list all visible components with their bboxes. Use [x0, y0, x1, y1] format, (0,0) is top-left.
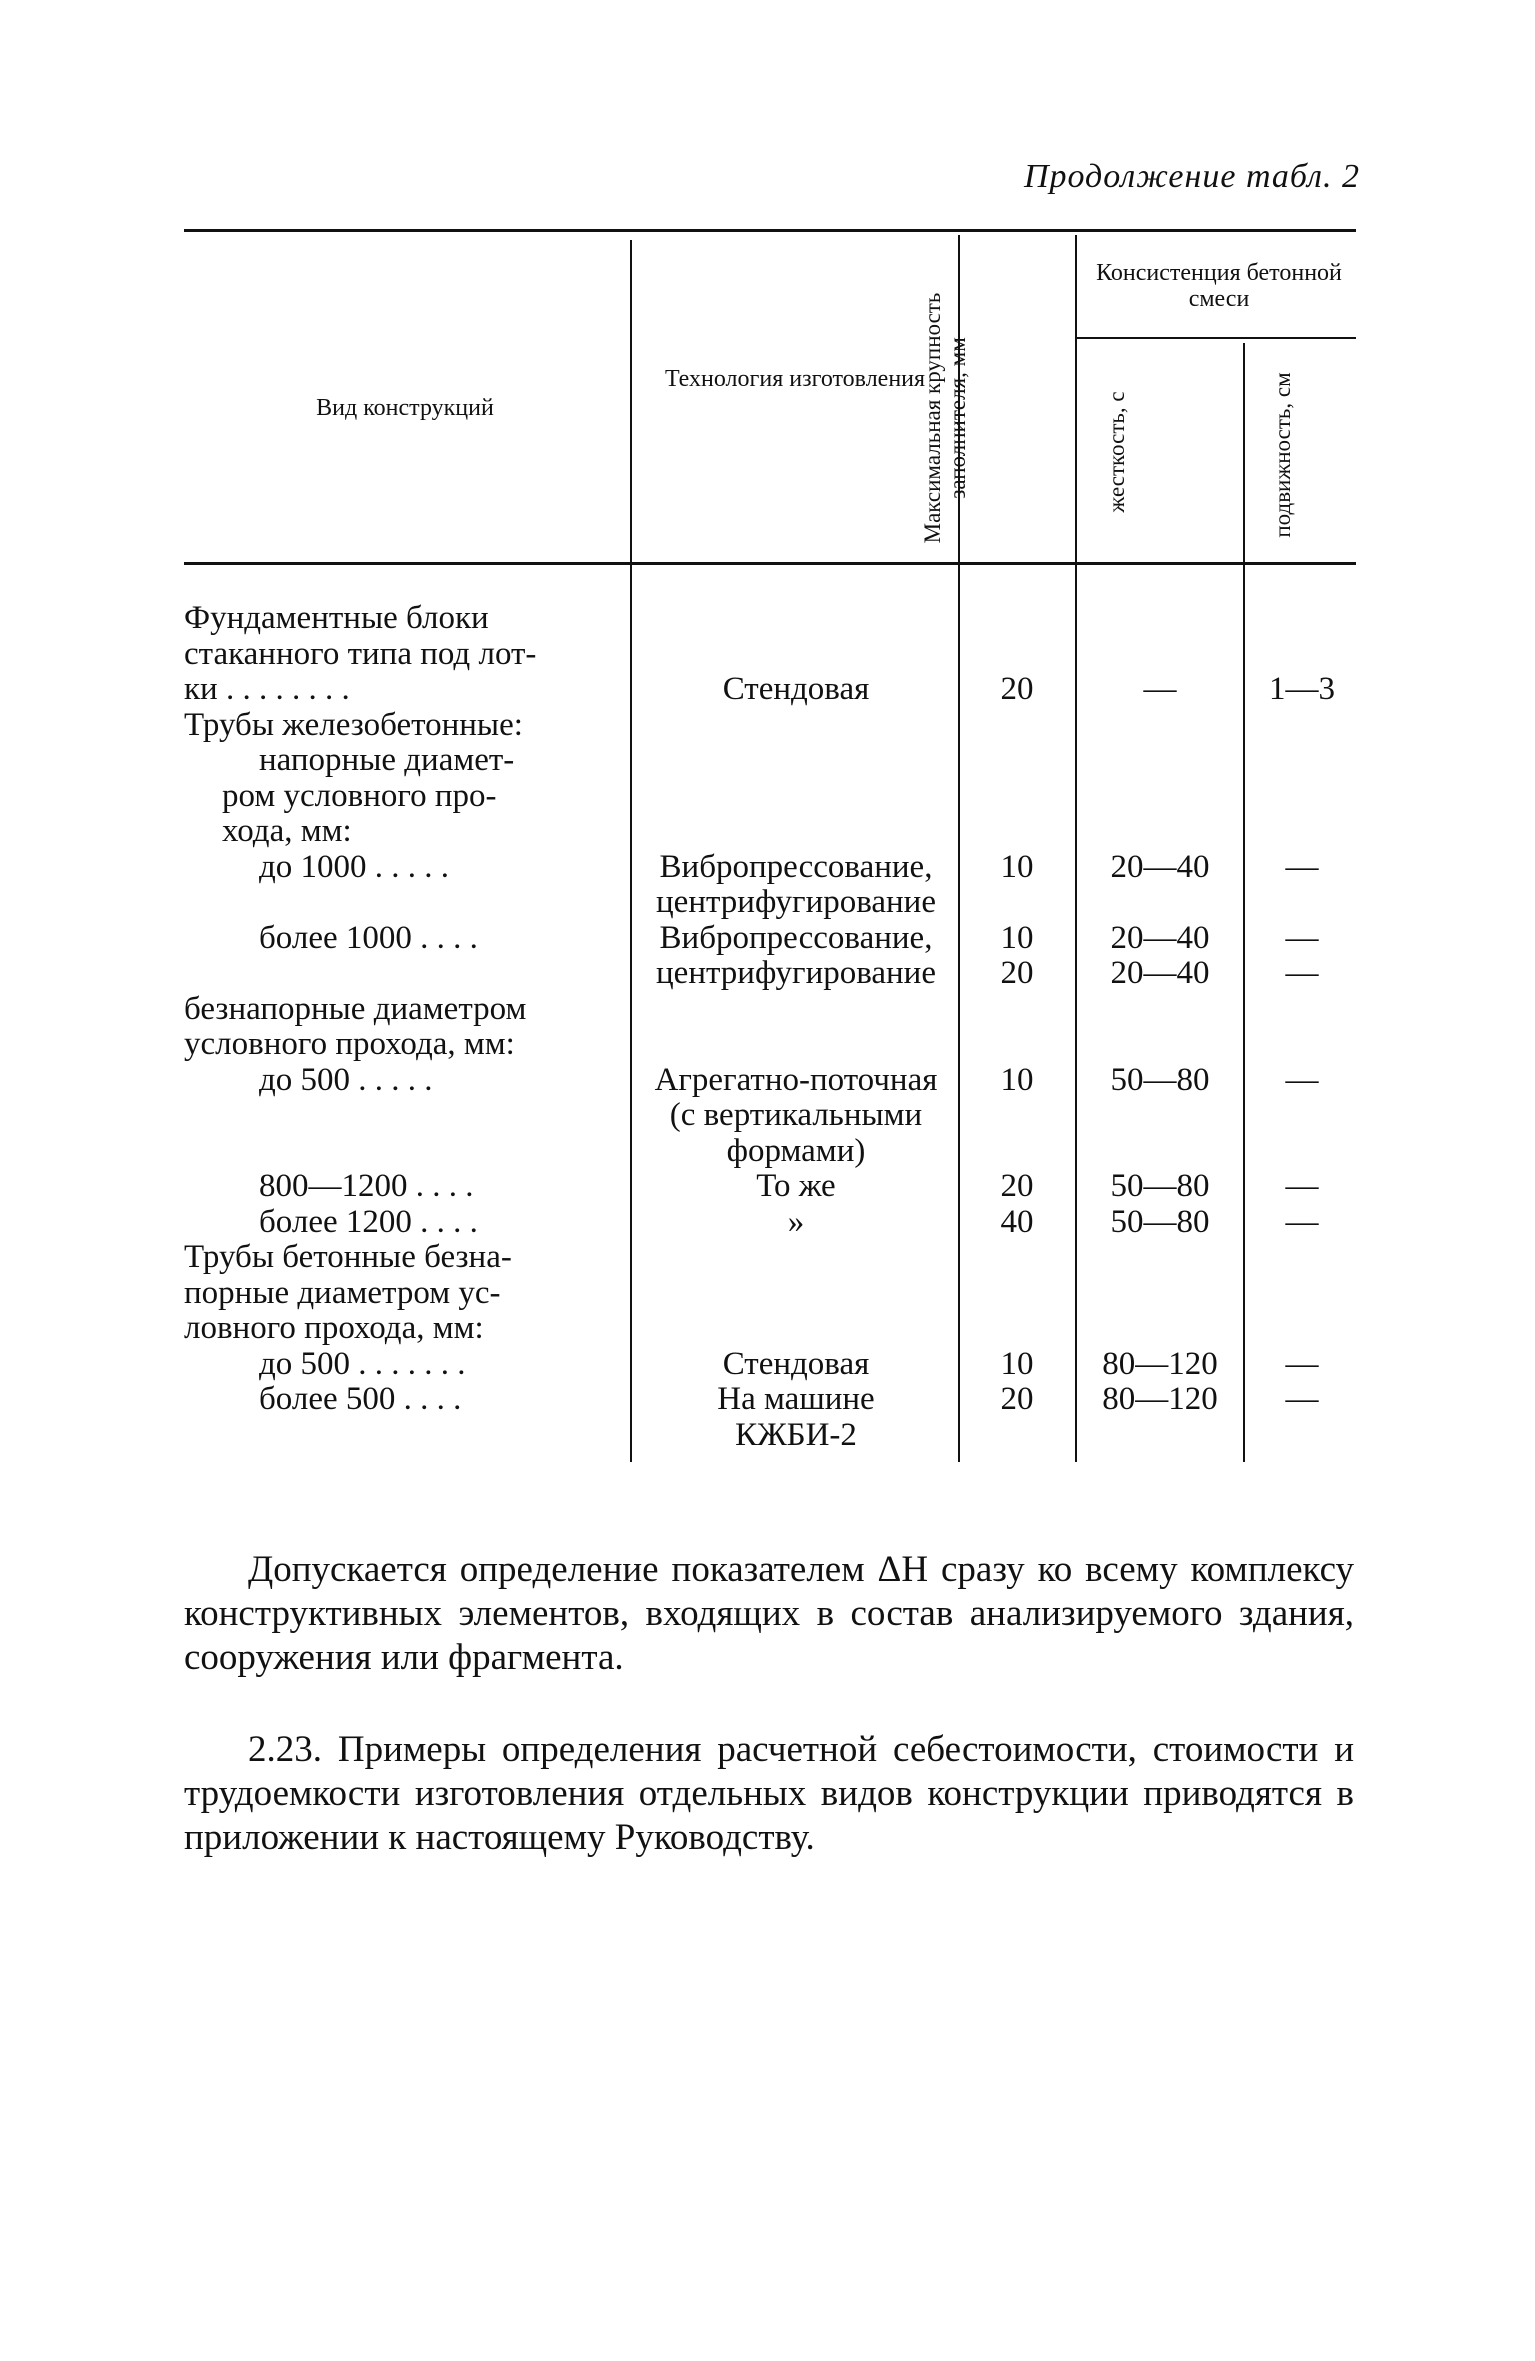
row-kind: ловного прохода, мм:	[184, 1310, 484, 1346]
row-mobility: —	[1285, 919, 1319, 956]
row-size: 10	[1000, 1345, 1034, 1382]
row-kind: до 1000 . . . . .	[259, 848, 450, 885]
row-tech: Стендовая	[722, 1345, 870, 1382]
header-mobility: подвижность, см	[1270, 372, 1295, 538]
row-tech: формами)	[726, 1132, 866, 1169]
row-mobility: —	[1285, 1203, 1319, 1240]
row-tech: На машине	[717, 1381, 875, 1417]
row-kind: более 1200 . . . .	[259, 1203, 478, 1240]
col-divider-4	[1243, 343, 1245, 1462]
row-mobility: —	[1285, 955, 1319, 991]
row-stiffness: 50—80	[1110, 1061, 1210, 1098]
row-stiffness: 20—40	[1110, 919, 1210, 956]
row-stiffness: 20—40	[1110, 848, 1210, 885]
row-tech: »	[787, 1203, 805, 1240]
row-kind: условного прохода, мм:	[184, 1026, 515, 1062]
header-consistency: Консистенция бетонной смеси	[1096, 260, 1342, 312]
row-mobility: —	[1285, 1061, 1319, 1098]
row-stiffness: 80—120	[1102, 1345, 1218, 1382]
row-kind: до 500 . . . . . . .	[259, 1345, 466, 1382]
row-size: 20	[1000, 1381, 1034, 1417]
row-stiffness: 50—80	[1110, 1203, 1210, 1240]
row-kind: 800—1200 . . . .	[259, 1168, 474, 1204]
row-kind: порные диаметром ус-	[184, 1274, 501, 1311]
header-size: Максимальная крупность заполнителя, мм	[920, 292, 970, 544]
row-kind: более 500 . . . .	[259, 1381, 462, 1417]
row-size: 10	[1000, 919, 1034, 956]
row-kind: безнапорные диаметром	[184, 990, 527, 1027]
row-size: 10	[1000, 1061, 1034, 1098]
page-title: Продолжение табл. 2	[1023, 158, 1360, 195]
row-stiffness: —	[1143, 671, 1177, 707]
row-mobility: —	[1285, 1345, 1319, 1382]
header-bottom-rule	[184, 562, 1356, 565]
row-stiffness: 50—80	[1110, 1168, 1210, 1204]
row-tech: То же	[756, 1168, 836, 1204]
row-kind: напорные диамет-	[259, 742, 515, 778]
row-kind: Трубы бетонные безна-	[184, 1239, 512, 1275]
row-tech: Стендовая	[722, 671, 870, 707]
row-kind: Фундаментные блоки	[184, 600, 489, 636]
row-tech: (с вертикальными	[669, 1097, 923, 1133]
header-tech: Технология изготовления	[664, 366, 926, 392]
row-tech: Агрегатно-поточная	[654, 1061, 938, 1098]
paragraph-1: Допускается определение показателем ΔH сразу ко всему комплексу конструктивных элементов, входящих в состав анализируемого здания, сооружения или фрагмента.	[184, 1549, 1354, 1678]
row-size: 40	[1000, 1203, 1034, 1240]
row-stiffness: 20—40	[1110, 955, 1210, 991]
row-kind: ром условного про-	[222, 777, 497, 814]
row-kind: более 1000 . . . .	[259, 919, 478, 956]
row-mobility: —	[1285, 848, 1319, 885]
row-kind: хода, мм:	[222, 813, 352, 849]
row-mobility: 1—3	[1269, 671, 1335, 707]
row-tech: КЖБИ-2	[735, 1416, 857, 1453]
row-mobility: —	[1285, 1381, 1319, 1417]
row-tech: центрифугирование	[656, 955, 936, 991]
header-kind: Вид конструкций	[316, 395, 494, 421]
row-size: 20	[1000, 1168, 1034, 1204]
row-size: 10	[1000, 848, 1034, 885]
row-size: 20	[1000, 671, 1034, 707]
row-kind: стаканного типа под лот-	[184, 635, 537, 672]
row-kind: Трубы железобетонные:	[184, 706, 523, 743]
col-divider-3	[1075, 235, 1077, 1462]
row-tech: центрифугирование	[656, 884, 936, 920]
row-tech: Вибропрессование,	[659, 848, 933, 885]
table-top-rule	[184, 229, 1356, 232]
row-size: 20	[1000, 955, 1034, 991]
paragraph-2: 2.23. Примеры определения расчетной себестоимости, стоимости и трудоемкости изготовления отдельных видов конструкции приводятся в приложении к настоящему Руководству.	[184, 1729, 1354, 1858]
header-stiffness: жесткость, с	[1104, 391, 1129, 513]
row-kind: ки . . . . . . . .	[184, 671, 350, 707]
row-mobility: —	[1285, 1168, 1319, 1204]
row-stiffness: 80—120	[1102, 1381, 1218, 1417]
row-tech: Вибропрессование,	[659, 919, 933, 956]
row-kind: до 500 . . . . .	[259, 1061, 433, 1098]
